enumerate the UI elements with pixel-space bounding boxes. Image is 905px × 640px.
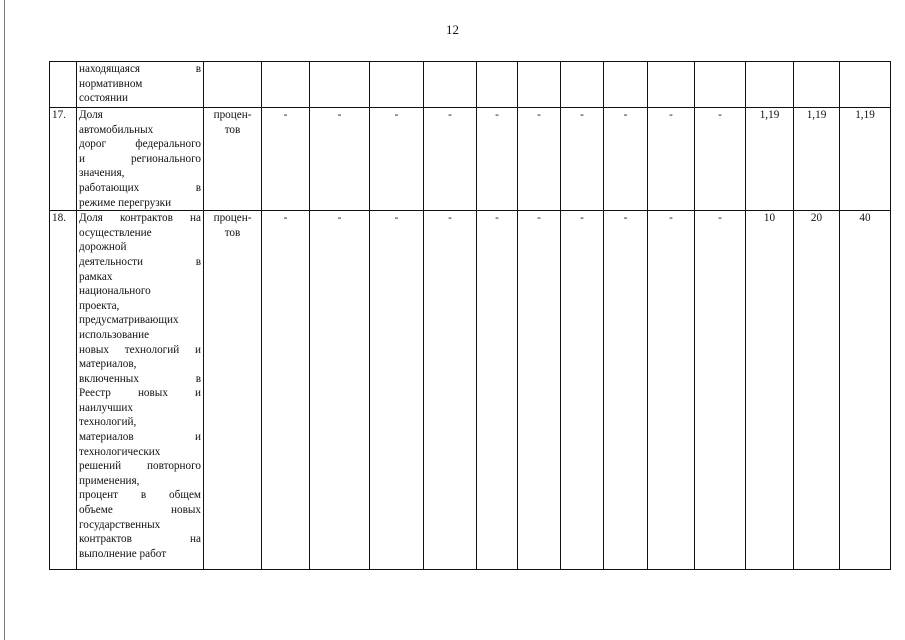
indicator-name-line: технологий,	[79, 416, 137, 429]
indicator-name	[77, 62, 204, 108]
value-cell: 40	[840, 211, 891, 570]
value-cell: 1,19	[840, 108, 891, 211]
value-cell: -	[262, 108, 310, 211]
value-cell	[746, 62, 794, 108]
unit-of-measure	[204, 62, 262, 108]
value-cell: -	[604, 108, 648, 211]
indicator-name-line: находящаяся в	[79, 63, 201, 75]
indicator-name-line: государственных	[79, 518, 161, 531]
indicator-name-line: дорог федерального	[79, 138, 201, 151]
value-cell	[840, 62, 891, 108]
value-cell: -	[477, 211, 518, 570]
indicator-name-line: работающих в	[79, 181, 201, 194]
value-cell: -	[561, 108, 604, 211]
indicator-name-line: контрактов на	[79, 533, 201, 546]
value-cell: -	[424, 108, 477, 211]
value-cell	[648, 62, 695, 108]
value-cell	[477, 62, 518, 108]
value-cell: -	[518, 108, 561, 211]
indicator-name-line: проекта,	[79, 299, 120, 312]
indicator-name-line: материалов и	[79, 431, 201, 444]
unit-of-measure: процен- тов	[204, 108, 262, 211]
indicator-name	[77, 211, 204, 570]
value-cell: -	[370, 211, 424, 570]
value-cell: -	[648, 211, 695, 570]
value-cell: 20	[794, 211, 840, 570]
table-row	[50, 211, 891, 570]
value-cell: -	[424, 211, 477, 570]
indicator-name-line: режиме перегрузки	[79, 196, 172, 209]
indicator-name-line: Доля контрактов на	[79, 212, 201, 225]
indicator-name	[77, 108, 204, 211]
value-cell: -	[695, 108, 746, 211]
value-cell: -	[518, 211, 561, 570]
indicator-name-line: рамках	[79, 270, 113, 283]
value-cell: -	[561, 211, 604, 570]
indicator-name-line: нормативном	[79, 77, 143, 90]
page-number: 12	[446, 22, 459, 37]
indicator-name-line: включенных в	[79, 372, 201, 385]
indicator-name-line: автомобильных	[79, 123, 154, 136]
table-row	[50, 62, 891, 108]
value-cell: -	[648, 108, 695, 211]
indicator-name-line: новых технологий и	[79, 343, 201, 356]
value-cell: -	[310, 211, 370, 570]
indicator-name-line: выполнение работ	[79, 547, 167, 560]
value-cell	[424, 62, 477, 108]
indicator-name-line: и регионального	[79, 152, 201, 165]
indicator-name-line: осуществление	[79, 226, 152, 239]
table-row	[50, 108, 891, 211]
value-cell	[262, 62, 310, 108]
indicator-name-line: объеме новых	[79, 504, 201, 517]
value-cell	[794, 62, 840, 108]
indicator-name-line: предусматривающих	[79, 314, 179, 327]
row-number	[50, 62, 77, 108]
value-cell	[518, 62, 561, 108]
value-cell: 1,19	[794, 108, 840, 211]
indicator-name-line: решений повторного	[79, 460, 201, 473]
value-cell	[604, 62, 648, 108]
row-number: 18.	[50, 211, 77, 570]
value-cell	[561, 62, 604, 108]
indicator-name-line: Реестр новых и	[79, 387, 201, 400]
indicator-name-line: Доля	[79, 109, 103, 121]
page-left-border	[4, 0, 5, 640]
row-number: 17.	[50, 108, 77, 211]
value-cell: -	[262, 211, 310, 570]
value-cell: -	[695, 211, 746, 570]
value-cell: -	[477, 108, 518, 211]
indicator-name-line: деятельности в	[79, 255, 201, 268]
unit-of-measure: процен- тов	[204, 211, 262, 570]
value-cell: -	[370, 108, 424, 211]
value-cell: -	[604, 211, 648, 570]
value-cell	[310, 62, 370, 108]
indicator-name-line: материалов,	[79, 358, 137, 371]
indicators-table	[49, 61, 891, 570]
indicator-name-line: процент в общем	[79, 489, 201, 502]
value-cell: 10	[746, 211, 794, 570]
value-cell	[695, 62, 746, 108]
value-cell: 1,19	[746, 108, 794, 211]
indicator-name-line: состоянии	[79, 92, 129, 105]
indicator-name-line: использование	[79, 328, 150, 341]
value-cell	[370, 62, 424, 108]
indicator-name-line: национального	[79, 285, 151, 298]
indicator-name-line: значения,	[79, 167, 125, 180]
indicator-name-line: технологических	[79, 445, 161, 458]
indicator-name-line: дорожной	[79, 241, 127, 254]
indicator-name-line: применения,	[79, 474, 140, 487]
indicator-name-line: наилучших	[79, 401, 133, 414]
value-cell: -	[310, 108, 370, 211]
